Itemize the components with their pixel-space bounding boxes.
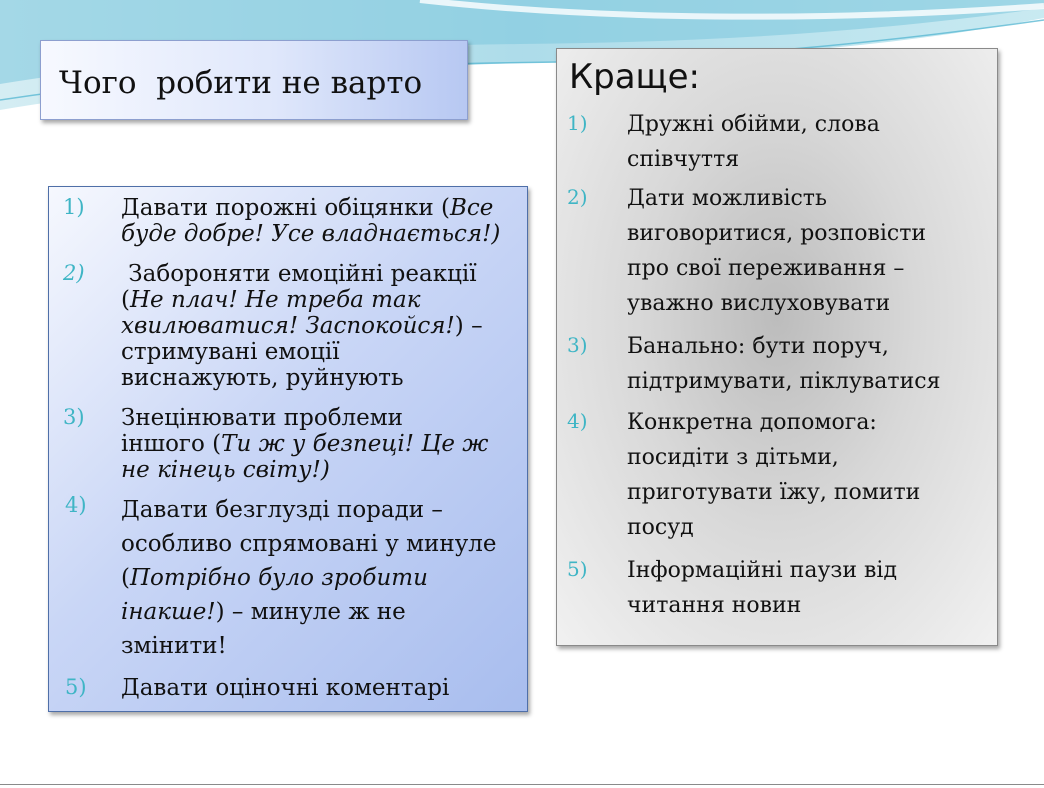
text-segment: ( xyxy=(121,565,130,591)
text-line xyxy=(121,261,483,287)
list-number: 5) xyxy=(567,557,588,581)
list-number: 1) xyxy=(63,195,85,219)
text-segment: змінити! xyxy=(121,633,227,659)
text-line xyxy=(121,313,483,339)
slide-title: Чого робити не варто xyxy=(59,65,423,101)
better-item-text xyxy=(627,107,880,177)
text-segment: іншого ( xyxy=(121,431,222,457)
better-list-box xyxy=(556,48,998,646)
text-line xyxy=(121,365,483,391)
text-line xyxy=(121,431,488,457)
text-line: Дати можливість xyxy=(627,186,827,211)
list-number: 1) xyxy=(567,111,588,135)
text-line: Конкретна допомога: xyxy=(627,410,877,435)
text-line: уважно вислуховувати xyxy=(627,291,891,316)
text-line xyxy=(121,195,500,221)
text-segment: ) – минуле ж не xyxy=(215,599,406,625)
list-number: 2) xyxy=(63,261,85,285)
better-heading xyxy=(569,57,700,97)
text-line: Банально: бути поруч, xyxy=(627,334,889,359)
dont-item-text xyxy=(121,405,488,483)
text-line xyxy=(121,457,488,483)
italic-example: Все xyxy=(450,195,494,221)
better-heading-text: Краще xyxy=(569,57,689,97)
text-segment: ( xyxy=(121,287,130,313)
italic-example: не кінець світу!) xyxy=(121,457,330,483)
text-line: читання новин xyxy=(627,593,802,618)
text-line xyxy=(121,675,449,701)
dont-do-list-box xyxy=(48,186,528,712)
text-line: виговоритися, розповісти xyxy=(627,221,927,246)
text-line xyxy=(121,221,500,247)
text-line: співчуття xyxy=(627,147,740,172)
text-line xyxy=(121,629,496,663)
text-segment: Забороняти емоційні реакції xyxy=(121,261,477,287)
text-segment: Давати безглузді поради – xyxy=(121,497,443,523)
dont-item-text xyxy=(121,493,496,663)
text-line xyxy=(121,595,496,629)
list-number: 2) xyxy=(567,185,588,209)
text-segment: Давати оціночні коментарі xyxy=(121,675,450,701)
list-number: 3) xyxy=(567,333,588,357)
better-item-text xyxy=(627,405,920,545)
italic-example: буде добре! Усе владнається!) xyxy=(121,221,501,247)
better-item-text xyxy=(627,329,940,399)
list-number: 4) xyxy=(65,493,87,517)
text-segment: особливо спрямовані у минуле xyxy=(121,531,497,557)
text-segment: стримувані емоції xyxy=(121,339,340,365)
better-item-text xyxy=(627,553,897,623)
text-line xyxy=(121,287,483,313)
dont-item-text xyxy=(121,261,483,391)
dont-item-text xyxy=(121,195,500,247)
text-line xyxy=(121,339,483,365)
text-segment: Давати порожні обіцянки ( xyxy=(121,195,451,221)
text-line xyxy=(121,493,496,527)
list-number: 5) xyxy=(65,675,87,699)
dont-item-text xyxy=(121,675,449,701)
text-line: посуд xyxy=(627,515,694,540)
better-item-text xyxy=(627,181,926,321)
text-segment: Знецінювати проблеми xyxy=(121,405,403,431)
text-segment: ) – xyxy=(454,313,483,339)
text-line: про свої переживання – xyxy=(627,256,905,281)
bottom-divider xyxy=(0,784,1044,785)
text-line: приготувати їжу, помити xyxy=(627,480,921,505)
list-number: 4) xyxy=(567,409,588,433)
text-line: посидіти з дітьми, xyxy=(627,445,839,470)
italic-example: Не плач! Не треба так xyxy=(129,287,421,313)
text-line: Дружні обійми, слова xyxy=(627,112,880,137)
italic-example: хвилюватися! Заспокойся! xyxy=(121,313,455,339)
italic-example: інакше! xyxy=(121,599,216,625)
text-line xyxy=(121,405,488,431)
text-line xyxy=(121,527,496,561)
text-line xyxy=(121,561,496,595)
text-segment: виснажують, руйнують xyxy=(121,365,404,391)
text-line: Інформаційні паузи від xyxy=(627,558,898,583)
better-heading-colon: : xyxy=(688,57,700,97)
italic-example: Потрібно було зробити xyxy=(129,565,428,591)
italic-example: Ти ж у безпеці! Це ж xyxy=(221,431,489,457)
text-line: підтримувати, піклуватися xyxy=(627,369,941,394)
list-number: 3) xyxy=(63,405,85,429)
title-box xyxy=(40,40,468,120)
